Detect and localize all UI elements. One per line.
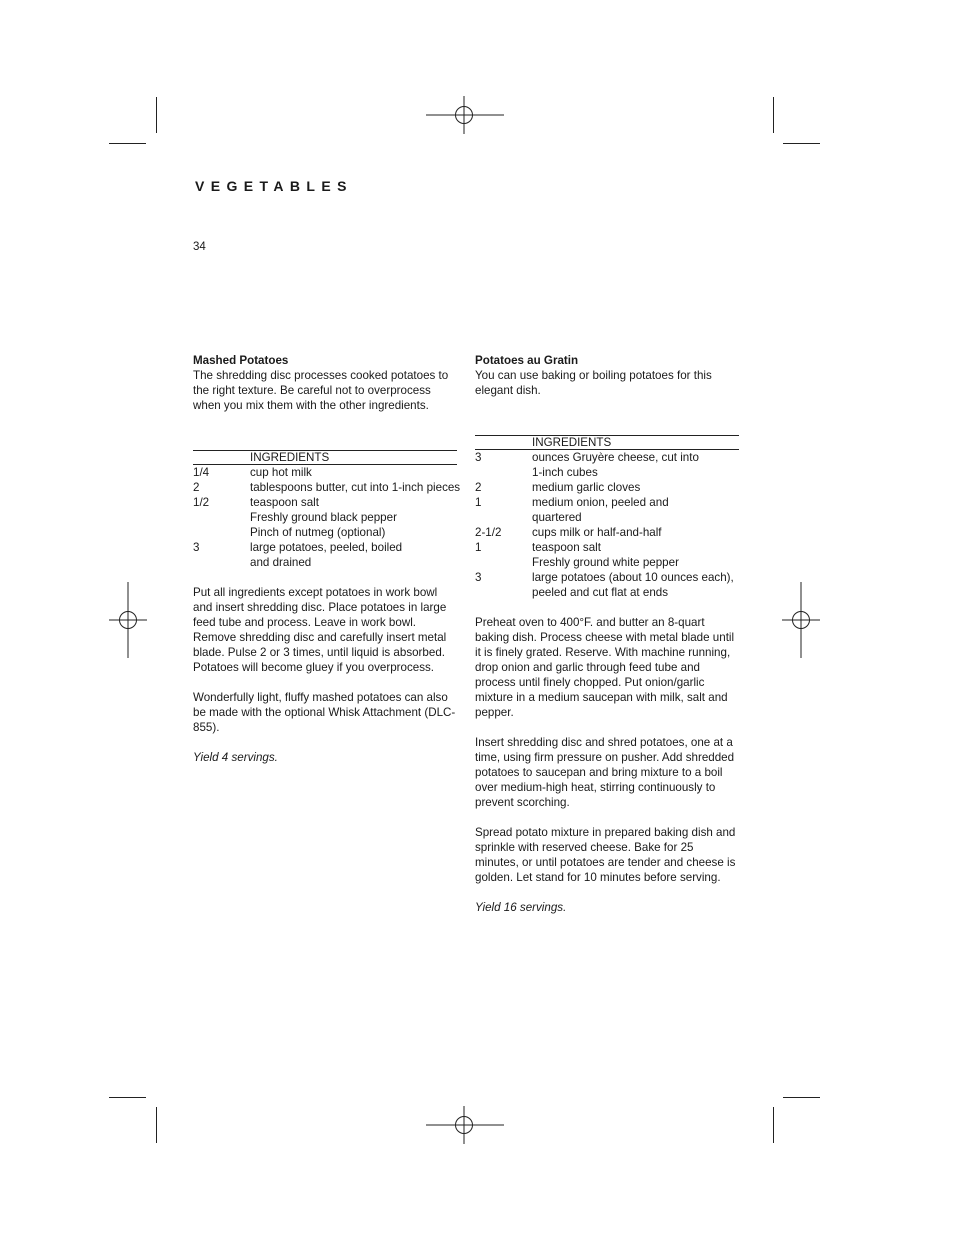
page-number: 34 [193, 241, 206, 253]
recipe-title: Mashed Potatoes [193, 354, 289, 367]
registration-mark-icon [109, 582, 147, 658]
ingredient-qty: 1/4 [193, 466, 210, 479]
ingredient-row [193, 480, 461, 495]
registration-mark-icon [782, 582, 820, 658]
ingredients-list [475, 450, 739, 600]
ingredient-row [193, 525, 457, 540]
ingredient-row [475, 495, 739, 525]
instruction-paragraph: Put all ingredients except potatoes in work bowl and insert shredding disc. Place potatoes in large feed tube and process. Leave in work bowl. Remove shredding disc and carefully insert metal blade. Pulse 2 or 3 times, until liquid is absorbed. Potatoes will become gluey if you overprocess. [193, 586, 447, 674]
recipe-yield: Yield 16 servings. [475, 901, 567, 914]
registration-mark-icon [426, 96, 504, 134]
crop-mark [156, 97, 157, 133]
crop-mark [773, 97, 774, 133]
ingredient-desc: medium garlic cloves [532, 481, 641, 494]
ingredient-desc: Pinch of nutmeg (optional) [250, 526, 386, 539]
ingredient-row [193, 465, 457, 480]
ingredient-desc: medium onion, peeled and quartered [532, 496, 669, 524]
ingredient-desc: large potatoes, peeled, boiled and drained [250, 541, 403, 569]
ingredient-row [475, 540, 739, 555]
ingredients-header: INGREDIENTS [475, 435, 739, 450]
ingredient-qty: 2 [193, 481, 200, 494]
ingredient-qty: 3 [475, 571, 482, 584]
ingredient-qty: 1 [475, 541, 482, 554]
ingredient-desc: tablespoons butter, cut into 1-inch pieces [250, 481, 461, 494]
ingredient-desc: large potatoes (about 10 ounces each), peeled and cut flat at ends [532, 571, 734, 599]
ingredient-desc: teaspoon salt [250, 496, 319, 509]
ingredient-row [193, 495, 457, 510]
instruction-paragraph: Preheat oven to 400°F. and butter an 8-quart baking dish. Process cheese with metal blade until it is finely grated. Reserve. With machine running, drop onion and garlic through feed tube and process until finely chopped. Put onion/garlic mixture in a medium saucepan with milk, salt and pepper. [475, 616, 735, 719]
ingredient-row [475, 480, 739, 495]
ingredient-desc: ounces Gruyère cheese, cut into 1-inch cubes [532, 451, 699, 479]
ingredient-row [193, 540, 457, 570]
crop-mark [109, 1097, 146, 1098]
ingredient-qty [475, 555, 532, 570]
ingredient-qty: 3 [193, 541, 200, 554]
ingredient-desc: cups milk or half-and-half [532, 526, 662, 539]
registration-mark-icon [426, 1106, 504, 1144]
ingredient-desc: Freshly ground black pepper [250, 511, 397, 524]
ingredient-desc: cup hot milk [250, 466, 312, 479]
recipe-title: Potatoes au Gratin [475, 354, 579, 367]
ingredient-desc: teaspoon salt [532, 541, 601, 554]
ingredient-qty [193, 510, 250, 525]
crop-mark [783, 1097, 820, 1098]
ingredient-qty: 3 [475, 451, 482, 464]
ingredient-qty: 2-1/2 [475, 526, 502, 539]
instruction-paragraph: Insert shredding disc and shred potatoes, one at a time, using firm pressure on pusher. Add shredded potatoes to saucepan and bring mixture to a boil over medium-high heat, stirring continuously to prevent scorching. [475, 736, 735, 809]
ingredients-header: INGREDIENTS [193, 450, 457, 465]
ingredient-row [475, 555, 739, 570]
section-title: VEGETABLES [195, 178, 353, 194]
recipe-intro: The shredding disc processes cooked potatoes to the right texture. Be careful not to overprocess when you mix them with the other ingredients. [193, 369, 449, 412]
instruction-paragraph: Spread potato mixture in prepared baking dish and sprinkle with reserved cheese. Bake for 25 minutes, or until potatoes are tender and cheese is golden. Let stand for 10 minutes before serving. [475, 826, 736, 884]
ingredient-qty [193, 525, 250, 540]
ingredient-qty: 2 [475, 481, 482, 494]
recipe-mashed-potatoes [193, 353, 461, 765]
ingredient-desc: Freshly ground white pepper [532, 556, 679, 569]
ingredient-qty: 1 [475, 496, 482, 509]
instruction-paragraph: Wonderfully light, fluffy mashed potatoes can also be made with the optional Whisk Attachment (DLC-855). [193, 691, 456, 734]
crop-mark [156, 1107, 157, 1143]
recipe-potatoes-au-gratin [475, 353, 739, 915]
recipe-intro: You can use baking or boiling potatoes for this elegant dish. [475, 369, 712, 397]
ingredient-qty: 1/2 [193, 496, 210, 509]
ingredients-list [193, 465, 461, 570]
crop-mark [783, 143, 820, 144]
ingredient-row [193, 510, 457, 525]
crop-mark [773, 1107, 774, 1143]
ingredient-row [475, 450, 739, 480]
recipe-yield: Yield 4 servings. [193, 751, 278, 764]
ingredient-row [475, 570, 739, 600]
crop-mark [109, 143, 146, 144]
ingredient-row [475, 525, 739, 540]
